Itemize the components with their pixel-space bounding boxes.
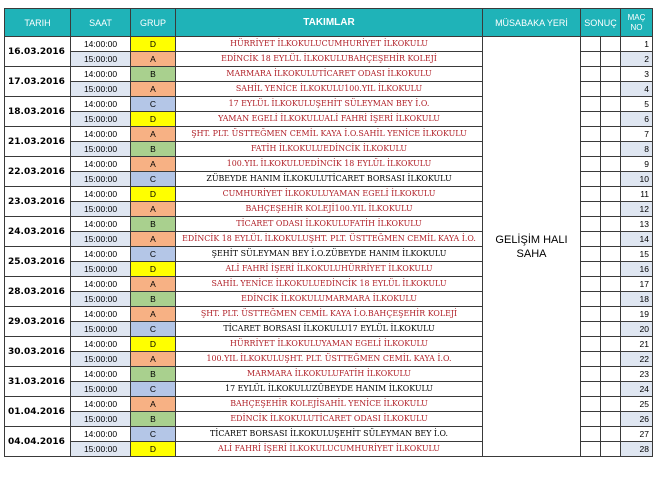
match-number: 13 bbox=[621, 217, 653, 232]
header-score: SONUÇ bbox=[581, 9, 621, 37]
score-away-cell[interactable] bbox=[601, 427, 621, 442]
header-row bbox=[5, 9, 653, 37]
match-teams: 17 EYLÜL İLKOKULUZÜBEYDE HANIM İLKOKULU bbox=[176, 382, 483, 397]
match-time: 14:00:00 bbox=[71, 427, 131, 442]
match-teams: TİCARET BORSASI İLKOKULU17 EYLÜL İLKOKULU bbox=[176, 322, 483, 337]
match-teams: YAMAN EGELİ İLKOKULUALİ FAHRİ İŞERİ İLKOKULU bbox=[176, 112, 483, 127]
match-group: B bbox=[131, 292, 176, 307]
match-number: 5 bbox=[621, 97, 653, 112]
score-home-cell[interactable] bbox=[581, 217, 601, 232]
match-teams: EDİNCİK 18 EYLÜL İLKOKULUBAHÇEŞEHİR KOLEJİ bbox=[176, 52, 483, 67]
score-home-cell[interactable] bbox=[581, 52, 601, 67]
match-number: 14 bbox=[621, 232, 653, 247]
match-teams: EDİNCİK 18 EYLÜL İLKOKULUŞHT. PLT. ÜSTTEĞMEN CEMİL KAYA İ.O. bbox=[176, 232, 483, 247]
match-time: 15:00:00 bbox=[71, 202, 131, 217]
score-home-cell[interactable] bbox=[581, 127, 601, 142]
match-teams: 100.YIL İLKOKULUEDİNCİK 18 EYLÜL İLKOKULU bbox=[176, 157, 483, 172]
fixture-body bbox=[5, 37, 653, 457]
match-number: 10 bbox=[621, 172, 653, 187]
score-home-cell[interactable] bbox=[581, 142, 601, 157]
match-time: 14:00:00 bbox=[71, 217, 131, 232]
score-away-cell[interactable] bbox=[601, 322, 621, 337]
score-away-cell[interactable] bbox=[601, 307, 621, 322]
match-number: 22 bbox=[621, 352, 653, 367]
score-away-cell[interactable] bbox=[601, 292, 621, 307]
score-away-cell[interactable] bbox=[601, 367, 621, 382]
match-number: 1 bbox=[621, 37, 653, 52]
match-teams: BAHÇEŞEHİR KOLEJİSAHİL YENİCE İLKOKULU bbox=[176, 397, 483, 412]
score-home-cell[interactable] bbox=[581, 322, 601, 337]
match-date: 22.03.2016 bbox=[5, 157, 71, 187]
score-away-cell[interactable] bbox=[601, 382, 621, 397]
match-number: 25 bbox=[621, 397, 653, 412]
score-home-cell[interactable] bbox=[581, 232, 601, 247]
match-teams: SAHİL YENİCE İLKOKULUEDİNCİK 18 EYLÜL İLKOKULU bbox=[176, 277, 483, 292]
score-home-cell[interactable] bbox=[581, 427, 601, 442]
score-home-cell[interactable] bbox=[581, 97, 601, 112]
score-away-cell[interactable] bbox=[601, 172, 621, 187]
score-home-cell[interactable] bbox=[581, 82, 601, 97]
match-time: 15:00:00 bbox=[71, 52, 131, 67]
score-away-cell[interactable] bbox=[601, 67, 621, 82]
match-number: 27 bbox=[621, 427, 653, 442]
score-home-cell[interactable] bbox=[581, 277, 601, 292]
match-teams: ALİ FAHRİ İŞERİ İLKOKULUCUMHURİYET İLKOKULU bbox=[176, 442, 483, 457]
match-group: C bbox=[131, 382, 176, 397]
match-date: 04.04.2016 bbox=[5, 427, 71, 457]
match-group: A bbox=[131, 127, 176, 142]
match-teams: MARMARA İLKOKULUTİCARET ODASI İLKOKULU bbox=[176, 67, 483, 82]
match-time: 14:00:00 bbox=[71, 337, 131, 352]
match-group: D bbox=[131, 187, 176, 202]
match-group: A bbox=[131, 52, 176, 67]
score-away-cell[interactable] bbox=[601, 52, 621, 67]
match-group: D bbox=[131, 112, 176, 127]
score-away-cell[interactable] bbox=[601, 352, 621, 367]
match-time: 15:00:00 bbox=[71, 82, 131, 97]
match-group: C bbox=[131, 97, 176, 112]
score-away-cell[interactable] bbox=[601, 232, 621, 247]
match-group: A bbox=[131, 307, 176, 322]
score-away-cell[interactable] bbox=[601, 277, 621, 292]
match-group: A bbox=[131, 157, 176, 172]
match-group: C bbox=[131, 172, 176, 187]
match-teams: 100.YIL İLKOKULUŞHT. PLT. ÜSTTEĞMEN CEMİL KAYA İ.O. bbox=[176, 352, 483, 367]
score-home-cell[interactable] bbox=[581, 412, 601, 427]
match-group: C bbox=[131, 247, 176, 262]
score-away-cell[interactable] bbox=[601, 37, 621, 52]
match-number: 26 bbox=[621, 412, 653, 427]
match-time: 15:00:00 bbox=[71, 442, 131, 457]
score-home-cell[interactable] bbox=[581, 67, 601, 82]
match-group: D bbox=[131, 337, 176, 352]
match-group: B bbox=[131, 142, 176, 157]
match-number: 6 bbox=[621, 112, 653, 127]
score-home-cell[interactable] bbox=[581, 367, 601, 382]
match-time: 14:00:00 bbox=[71, 157, 131, 172]
match-group: D bbox=[131, 442, 176, 457]
score-away-cell[interactable] bbox=[601, 202, 621, 217]
match-time: 15:00:00 bbox=[71, 112, 131, 127]
match-date: 28.03.2016 bbox=[5, 277, 71, 307]
header-teams: TAKIMLAR bbox=[176, 9, 483, 37]
match-time: 15:00:00 bbox=[71, 232, 131, 247]
match-time: 14:00:00 bbox=[71, 367, 131, 382]
match-time: 15:00:00 bbox=[71, 292, 131, 307]
match-group: D bbox=[131, 37, 176, 52]
match-number: 2 bbox=[621, 52, 653, 67]
match-number: 4 bbox=[621, 82, 653, 97]
match-venue: GELİŞİM HALI SAHA bbox=[483, 37, 581, 457]
score-away-cell[interactable] bbox=[601, 262, 621, 277]
match-time: 14:00:00 bbox=[71, 97, 131, 112]
match-time: 14:00:00 bbox=[71, 37, 131, 52]
match-time: 15:00:00 bbox=[71, 262, 131, 277]
match-time: 15:00:00 bbox=[71, 322, 131, 337]
match-teams: BAHÇEŞEHİR KOLEJİ100.YIL İLKOKULU bbox=[176, 202, 483, 217]
score-away-cell[interactable] bbox=[601, 442, 621, 457]
table-row bbox=[5, 37, 653, 52]
match-time: 14:00:00 bbox=[71, 397, 131, 412]
match-number: 28 bbox=[621, 442, 653, 457]
score-home-cell[interactable] bbox=[581, 307, 601, 322]
match-date: 29.03.2016 bbox=[5, 307, 71, 337]
match-teams: HÜRRİYET İLKOKULUCUMHURİYET İLKOKULU bbox=[176, 37, 483, 52]
score-away-cell[interactable] bbox=[601, 247, 621, 262]
match-date: 24.03.2016 bbox=[5, 217, 71, 247]
match-number: 19 bbox=[621, 307, 653, 322]
match-number: 18 bbox=[621, 292, 653, 307]
score-home-cell[interactable] bbox=[581, 397, 601, 412]
match-date: 16.03.2016 bbox=[5, 37, 71, 67]
match-teams: EDİNCİK İLKOKULUTİCARET ODASI İLKOKULU bbox=[176, 412, 483, 427]
match-time: 14:00:00 bbox=[71, 247, 131, 262]
match-time: 15:00:00 bbox=[71, 172, 131, 187]
score-home-cell[interactable] bbox=[581, 247, 601, 262]
match-number: 23 bbox=[621, 367, 653, 382]
match-number: 11 bbox=[621, 187, 653, 202]
score-away-cell[interactable] bbox=[601, 112, 621, 127]
match-date: 18.03.2016 bbox=[5, 97, 71, 127]
match-time: 15:00:00 bbox=[71, 142, 131, 157]
match-number: 8 bbox=[621, 142, 653, 157]
score-away-cell[interactable] bbox=[601, 157, 621, 172]
score-home-cell[interactable] bbox=[581, 187, 601, 202]
match-group: B bbox=[131, 367, 176, 382]
match-group: A bbox=[131, 277, 176, 292]
match-date: 21.03.2016 bbox=[5, 127, 71, 157]
score-home-cell[interactable] bbox=[581, 172, 601, 187]
match-date: 23.03.2016 bbox=[5, 187, 71, 217]
score-away-cell[interactable] bbox=[601, 82, 621, 97]
match-teams: TİCARET ODASI İLKOKULUFATİH İLKOKULU bbox=[176, 217, 483, 232]
match-number: 16 bbox=[621, 262, 653, 277]
match-group: A bbox=[131, 202, 176, 217]
match-time: 15:00:00 bbox=[71, 382, 131, 397]
fixture-table bbox=[4, 8, 653, 457]
score-away-cell[interactable] bbox=[601, 142, 621, 157]
match-group: A bbox=[131, 352, 176, 367]
match-teams: ŞEHİT SÜLEYMAN BEY İ.O.ZÜBEYDE HANIM İLKOKULU bbox=[176, 247, 483, 262]
score-home-cell[interactable] bbox=[581, 157, 601, 172]
match-teams: CUMHURİYET İLKOKULUYAMAN EGELİ İLKOKULU bbox=[176, 187, 483, 202]
match-number: 7 bbox=[621, 127, 653, 142]
match-teams: EDİNCİK İLKOKULUMARMARA İLKOKULU bbox=[176, 292, 483, 307]
match-number: 21 bbox=[621, 337, 653, 352]
header-date: TARIH bbox=[5, 9, 71, 37]
match-date: 17.03.2016 bbox=[5, 67, 71, 97]
match-time: 14:00:00 bbox=[71, 187, 131, 202]
match-group: A bbox=[131, 232, 176, 247]
score-home-cell[interactable] bbox=[581, 382, 601, 397]
match-group: B bbox=[131, 67, 176, 82]
match-number: 15 bbox=[621, 247, 653, 262]
match-number: 17 bbox=[621, 277, 653, 292]
match-time: 14:00:00 bbox=[71, 307, 131, 322]
score-away-cell[interactable] bbox=[601, 397, 621, 412]
match-date: 01.04.2016 bbox=[5, 397, 71, 427]
match-teams: TİCARET BORSASI İLKOKULUŞEHİT SÜLEYMAN BEY İ.O. bbox=[176, 427, 483, 442]
match-number: 24 bbox=[621, 382, 653, 397]
score-home-cell[interactable] bbox=[581, 442, 601, 457]
score-home-cell[interactable] bbox=[581, 292, 601, 307]
match-group: B bbox=[131, 217, 176, 232]
match-number: 20 bbox=[621, 322, 653, 337]
match-time: 14:00:00 bbox=[71, 127, 131, 142]
match-group: C bbox=[131, 322, 176, 337]
match-number: 3 bbox=[621, 67, 653, 82]
match-teams: ZÜBEYDE HANIM İLKOKULUTİCARET BORSASI İLKOKULU bbox=[176, 172, 483, 187]
score-home-cell[interactable] bbox=[581, 337, 601, 352]
match-time: 15:00:00 bbox=[71, 412, 131, 427]
match-date: 30.03.2016 bbox=[5, 337, 71, 367]
score-away-cell[interactable] bbox=[601, 217, 621, 232]
match-teams: FATİH İLKOKULUEDİNCİK İLKOKULU bbox=[176, 142, 483, 157]
match-time: 14:00:00 bbox=[71, 277, 131, 292]
match-time: 15:00:00 bbox=[71, 352, 131, 367]
score-away-cell[interactable] bbox=[601, 127, 621, 142]
match-teams: ŞHT. PLT. ÜSTTEĞMEN CEMİL KAYA İ.O.BAHÇEŞEHİR KOLEJİ bbox=[176, 307, 483, 322]
match-group: D bbox=[131, 262, 176, 277]
score-home-cell[interactable] bbox=[581, 202, 601, 217]
score-home-cell[interactable] bbox=[581, 262, 601, 277]
score-away-cell[interactable] bbox=[601, 412, 621, 427]
match-number: 12 bbox=[621, 202, 653, 217]
match-teams: HÜRRİYET İLKOKULUYAMAN EGELİ İLKOKULU bbox=[176, 337, 483, 352]
match-teams: ŞHT. PLT. ÜSTTEĞMEN CEMİL KAYA İ.O.SAHİL YENİCE İLKOKULU bbox=[176, 127, 483, 142]
score-home-cell[interactable] bbox=[581, 37, 601, 52]
match-teams: MARMARA İLKOKULUFATİH İLKOKULU bbox=[176, 367, 483, 382]
match-teams: ALİ FAHRİ İŞERİ İLKOKULUHÜRRİYET İLKOKULU bbox=[176, 262, 483, 277]
match-teams: 17 EYLÜL İLKOKULUŞEHİT SÜLEYMAN BEY İ.O. bbox=[176, 97, 483, 112]
header-group: GRUP bbox=[131, 9, 176, 37]
score-home-cell[interactable] bbox=[581, 352, 601, 367]
match-group: A bbox=[131, 82, 176, 97]
match-group: A bbox=[131, 397, 176, 412]
match-date: 25.03.2016 bbox=[5, 247, 71, 277]
score-away-cell[interactable] bbox=[601, 337, 621, 352]
match-group: C bbox=[131, 427, 176, 442]
score-away-cell[interactable] bbox=[601, 187, 621, 202]
match-teams: SAHİL YENİCE İLKOKULU100.YIL İLKOKULU bbox=[176, 82, 483, 97]
match-number: 9 bbox=[621, 157, 653, 172]
score-home-cell[interactable] bbox=[581, 112, 601, 127]
header-time: SAAT bbox=[71, 9, 131, 37]
match-time: 14:00:00 bbox=[71, 67, 131, 82]
match-group: B bbox=[131, 412, 176, 427]
header-venue: MÜSABAKA YERİ bbox=[483, 9, 581, 37]
score-away-cell[interactable] bbox=[601, 97, 621, 112]
match-date: 31.03.2016 bbox=[5, 367, 71, 397]
header-match-no: MAÇ NO bbox=[621, 9, 653, 37]
